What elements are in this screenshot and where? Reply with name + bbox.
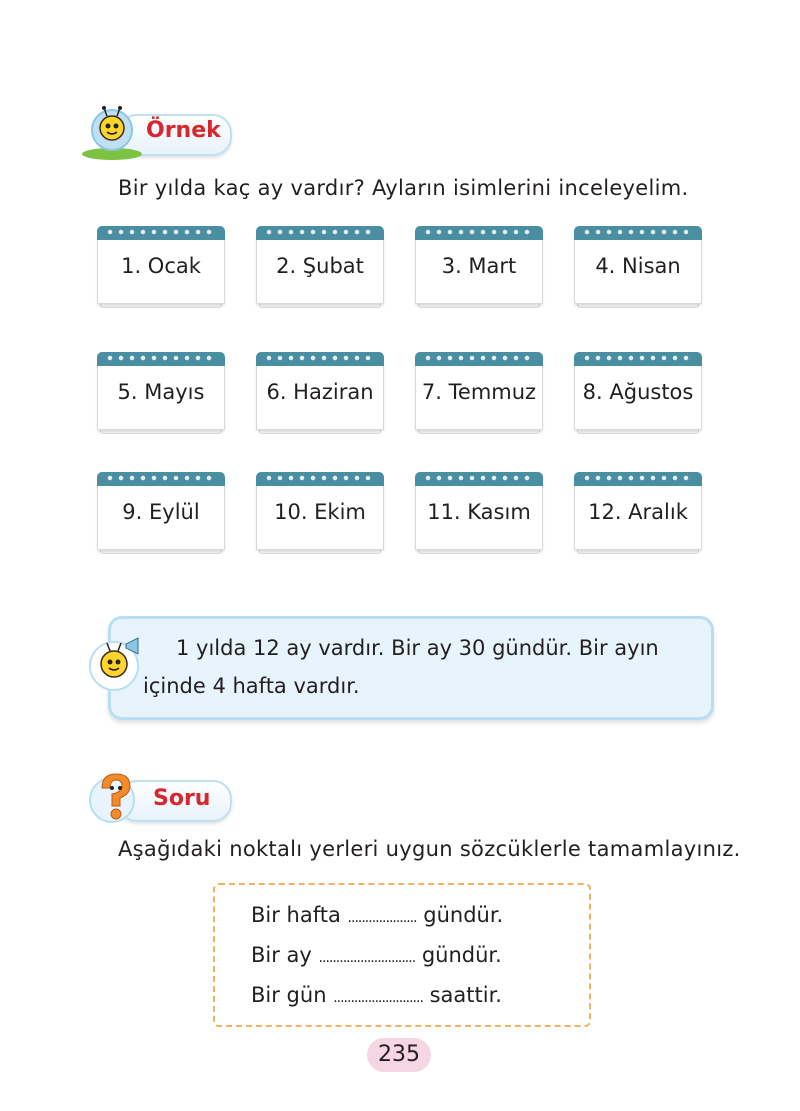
month-label: 6. Haziran <box>266 380 374 404</box>
month-card <box>574 226 702 306</box>
month-label: 11. Kasım <box>427 500 531 524</box>
month-label: 12. Aralık <box>588 500 688 524</box>
line-prefix: Bir hafta <box>251 903 341 927</box>
month-card <box>256 352 384 432</box>
month-label: 9. Eylül <box>122 500 200 524</box>
calendar-binding <box>574 226 702 240</box>
month-card <box>415 226 543 306</box>
month-label: 10. Ekim <box>274 500 366 524</box>
info-note-line-1: 1 yılda 12 ay vardır. Bir ay 30 gündür. Bir ayın <box>176 636 659 660</box>
month-label: 3. Mart <box>441 254 517 278</box>
calendar-binding <box>256 472 384 486</box>
line-suffix: saattir. <box>429 983 502 1007</box>
fill-blank-line <box>251 983 502 1007</box>
question-badge-label: Soru <box>153 786 211 811</box>
fill-blank-line <box>251 943 502 967</box>
question-instruction: Aşağıdaki noktalı yerleri uygun sözcüklerle tamamlayınız. <box>118 837 741 861</box>
month-label: 1. Ocak <box>121 254 201 278</box>
info-note-box <box>108 616 714 720</box>
calendar-binding <box>415 472 543 486</box>
line-suffix: gündür. <box>421 943 502 967</box>
calendar-binding <box>97 472 225 486</box>
month-card <box>574 472 702 552</box>
month-label: 8. Ağustos <box>582 380 694 404</box>
answer-blank[interactable]: ............................ <box>318 950 416 966</box>
question-mark-mascot-icon <box>88 766 140 826</box>
line-prefix: Bir gün <box>251 983 327 1007</box>
page-number: 235 <box>367 1038 431 1072</box>
month-card <box>415 472 543 552</box>
month-label: 4. Nisan <box>595 254 681 278</box>
answer-blank[interactable]: .......................... <box>333 990 423 1006</box>
calendar-binding <box>97 226 225 240</box>
calendar-binding <box>415 226 543 240</box>
info-note-line-2: içinde 4 hafta vardır. <box>143 674 360 698</box>
calendar-binding <box>256 352 384 366</box>
month-card <box>256 472 384 552</box>
answer-blank[interactable]: .................... <box>347 910 417 926</box>
month-card <box>256 226 384 306</box>
line-suffix: gündür. <box>423 903 504 927</box>
calendar-binding <box>256 226 384 240</box>
month-card <box>415 352 543 432</box>
example-badge-label: Örnek <box>146 118 221 143</box>
calendar-binding <box>574 472 702 486</box>
bee-mascot-icon <box>80 104 144 162</box>
fill-blank-line <box>251 903 503 927</box>
bee-megaphone-icon <box>86 634 146 694</box>
month-card <box>97 352 225 432</box>
month-label: 2. Şubat <box>276 254 364 278</box>
example-prompt: Bir yılda kaç ay vardır? Ayların isimlerini inceleyelim. <box>118 176 689 200</box>
month-label: 5. Mayıs <box>117 380 205 404</box>
calendar-binding <box>97 352 225 366</box>
calendar-binding <box>574 352 702 366</box>
month-card <box>97 472 225 552</box>
month-card <box>97 226 225 306</box>
line-prefix: Bir ay <box>251 943 312 967</box>
month-card <box>574 352 702 432</box>
calendar-binding <box>415 352 543 366</box>
month-label: 7. Temmuz <box>421 380 537 404</box>
